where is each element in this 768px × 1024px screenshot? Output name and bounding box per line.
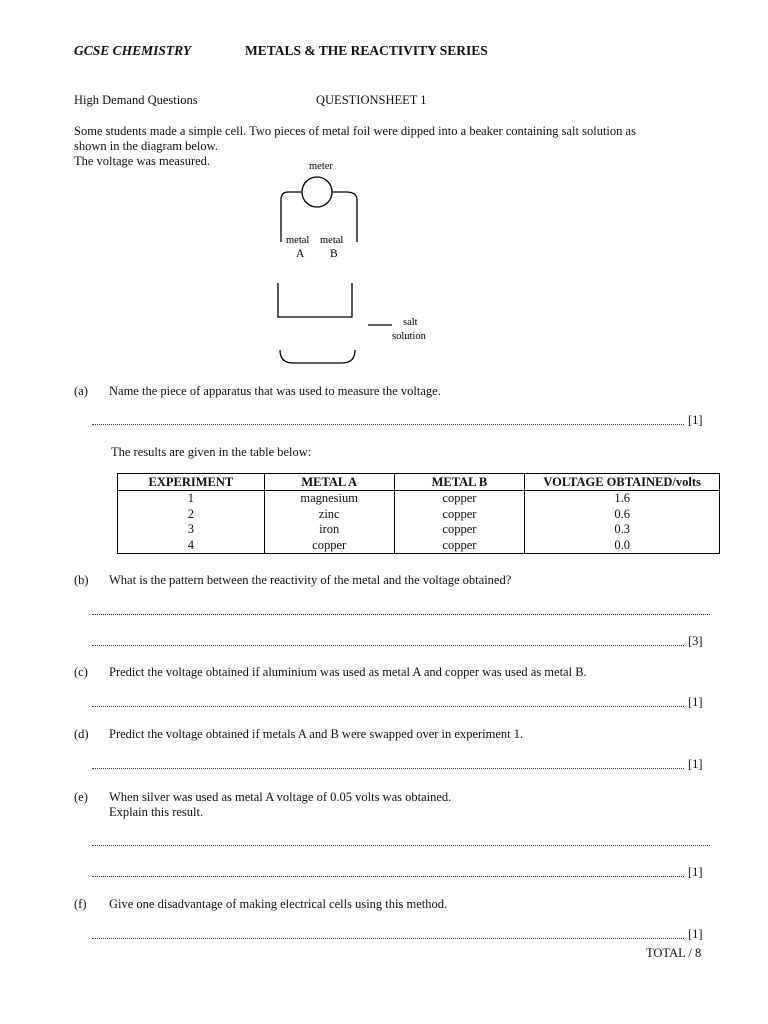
question-c-text: Predict the voltage obtained if aluminium was used as metal A and copper was used as metal B. [109, 665, 587, 679]
answer-line-a[interactable] [92, 424, 684, 425]
question-a-text: Name the piece of apparatus that was used to measure the voltage. [109, 384, 441, 398]
question-e-text: When silver was used as metal A voltage of 0.05 volts was obtained. [109, 790, 452, 804]
cell-metal-b: copper [394, 507, 525, 523]
cell-metal-b: copper [394, 491, 525, 507]
level-label: High Demand Questions [74, 93, 198, 107]
cell-metal-a: copper [264, 538, 394, 554]
solution-label: solution [392, 331, 426, 342]
table-row [118, 538, 720, 554]
answer-line-d[interactable] [92, 768, 684, 769]
total-marks: TOTAL / 8 [646, 946, 702, 960]
question-d-label: (d) [74, 727, 89, 741]
intro-line-2: shown in the diagram below. [74, 139, 218, 153]
answer-line-b-2[interactable] [92, 645, 684, 646]
table-row [118, 491, 720, 507]
cell-metal-b: copper [394, 522, 525, 538]
cell-voltage: 0.0 [525, 538, 720, 554]
cell-metal-a: zinc [264, 507, 394, 523]
beaker-bottom [280, 350, 355, 363]
cell-experiment: 3 [118, 522, 265, 538]
metal-b-letter: B [330, 248, 338, 260]
results-table [117, 473, 720, 554]
question-b-mark: [3] [688, 634, 703, 648]
header-experiment: EXPERIMENT [118, 474, 265, 491]
salt-label: salt [403, 317, 418, 328]
cell-voltage: 0.6 [525, 507, 720, 523]
cell-voltage: 1.6 [525, 491, 720, 507]
question-a-label: (a) [74, 384, 88, 398]
question-f-label: (f) [74, 897, 87, 911]
intro-line-3: The voltage was measured. [74, 154, 211, 168]
question-c-label: (c) [74, 665, 88, 679]
subject-title: GCSE CHEMISTRY [74, 43, 192, 58]
table-header-row [118, 474, 720, 491]
answer-line-c[interactable] [92, 706, 684, 707]
question-c-mark: [1] [688, 695, 703, 709]
question-b-label: (b) [74, 573, 89, 587]
question-e-text-2: Explain this result. [109, 805, 204, 819]
header-voltage: VOLTAGE OBTAINED/volts [525, 474, 720, 491]
header-metal-a: METAL A [264, 474, 394, 491]
cell-metal-b: copper [394, 538, 525, 554]
table-row [118, 522, 720, 538]
sheet-label: QUESTIONSHEET 1 [316, 93, 427, 107]
cell-voltage: 0.3 [525, 522, 720, 538]
question-e-mark: [1] [688, 865, 703, 879]
header-metal-b: METAL B [394, 474, 525, 491]
metal-a-letter: A [296, 248, 305, 260]
table-intro: The results are given in the table below: [111, 445, 312, 459]
beaker-upper [278, 283, 352, 317]
cell-experiment: 4 [118, 538, 265, 554]
question-a-mark: [1] [688, 413, 703, 427]
answer-line-e-1[interactable] [92, 845, 710, 846]
cell-diagram [260, 155, 460, 370]
question-d-mark: [1] [688, 757, 703, 771]
cell-metal-a: iron [264, 522, 394, 538]
answer-line-f[interactable] [92, 938, 684, 939]
cell-experiment: 1 [118, 491, 265, 507]
question-f-mark: [1] [688, 927, 703, 941]
answer-line-b-1[interactable] [92, 614, 710, 615]
answer-line-e-2[interactable] [92, 876, 684, 877]
cell-experiment: 2 [118, 507, 265, 523]
metal-a-label: metal [286, 235, 310, 246]
cell-metal-a: magnesium [264, 491, 394, 507]
question-d-text: Predict the voltage obtained if metals A and B were swapped over in experiment 1. [109, 727, 524, 741]
meter-circle [302, 177, 332, 207]
meter-label: meter [309, 161, 333, 172]
question-b-text: What is the pattern between the reactivity of the metal and the voltage obtained? [109, 573, 512, 587]
question-f-text: Give one disadvantage of making electrical cells using this method. [109, 897, 448, 911]
metal-b-label: metal [320, 235, 344, 246]
topic-title: METALS & THE REACTIVITY SERIES [245, 43, 488, 58]
table-row [118, 507, 720, 523]
question-e-label: (e) [74, 790, 88, 804]
intro-line-1: Some students made a simple cell. Two pieces of metal foil were dipped into a beaker containing salt solution as [74, 124, 636, 138]
